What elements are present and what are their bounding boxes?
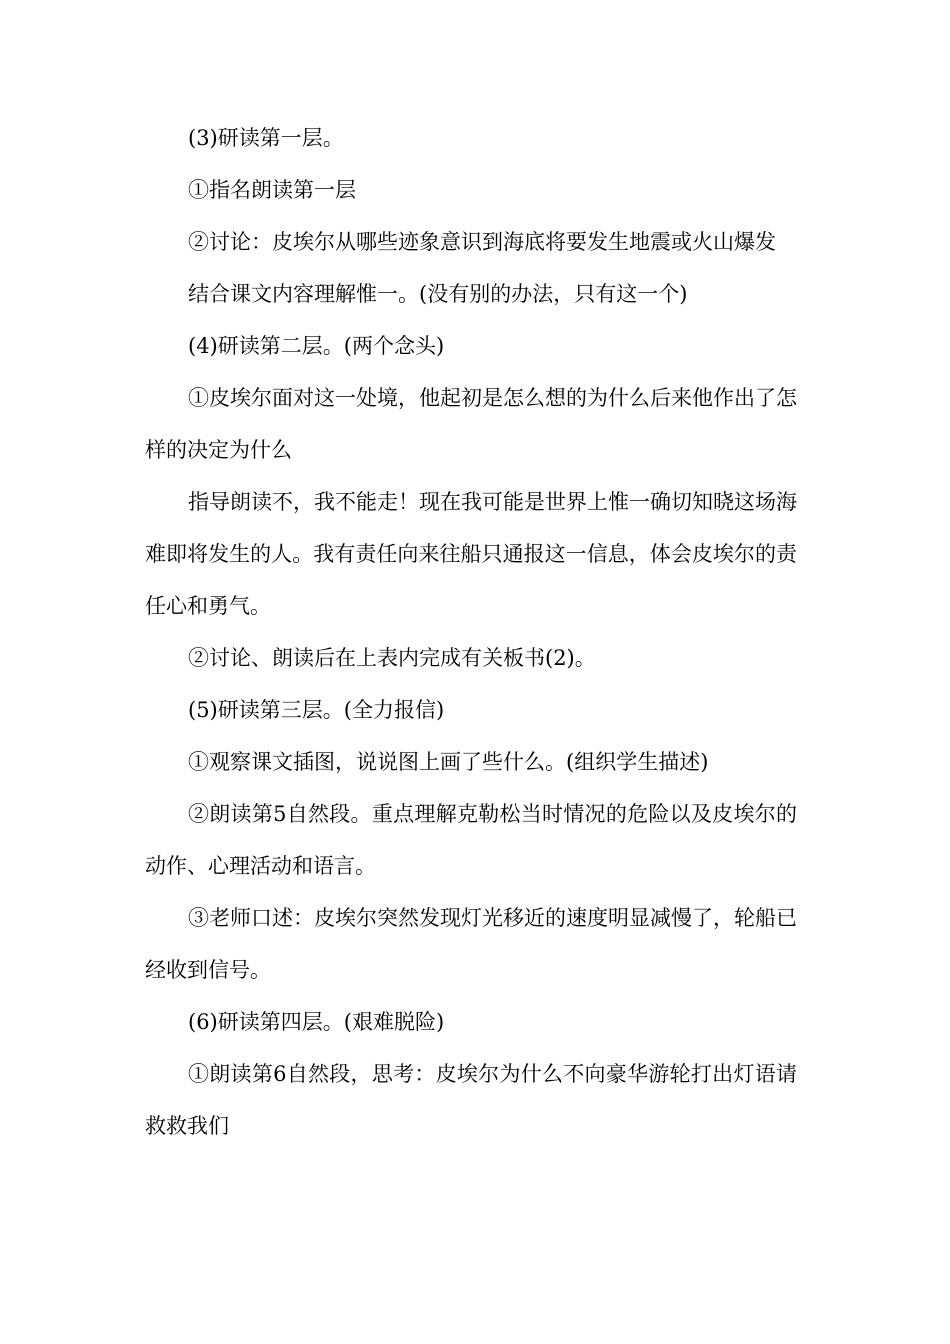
paragraph: (4)研读第二层。(两个念头) xyxy=(188,334,445,358)
paragraph: ①皮埃尔面对这一处境，他起初是怎么想的为什么后来他作出了怎样的决定为什么 xyxy=(145,386,797,462)
paragraph: ①朗读第6自然段，思考：皮埃尔为什么不向豪华游轮打出灯语请救救我们 xyxy=(145,1062,797,1138)
document-body xyxy=(145,112,797,1152)
paragraph: 结合课文内容理解惟一。(没有别的办法，只有这一个) xyxy=(188,282,688,306)
paragraph: 指导朗读不，我不能走！现在我可能是世界上惟一确切知晓这场海难即将发生的人。我有责任向来往船只通报这一信息，体会皮埃尔的责任心和勇气。 xyxy=(145,490,797,618)
paragraph: ②讨论、朗读后在上表内完成有关板书(2)。 xyxy=(188,646,596,670)
paragraph: ②朗读第5自然段。重点理解克勒松当时情况的危险以及皮埃尔的动作、心理活动和语言。 xyxy=(145,802,797,878)
paragraph: ①观察课文插图，说说图上画了些什么。(组织学生描述) xyxy=(188,750,709,774)
paragraph: (5)研读第三层。(全力报信) xyxy=(188,698,445,722)
paragraph: ②讨论：皮埃尔从哪些迹象意识到海底将要发生地震或火山爆发 xyxy=(188,230,776,254)
paragraph: (6)研读第四层。(艰难脱险) xyxy=(188,1010,445,1034)
paragraph: ③老师口述：皮埃尔突然发现灯光移近的速度明显减慢了，轮船已经收到信号。 xyxy=(145,906,797,982)
paragraph: ①指名朗读第一层 xyxy=(188,178,356,202)
paragraph: (3)研读第一层。 xyxy=(188,126,344,150)
